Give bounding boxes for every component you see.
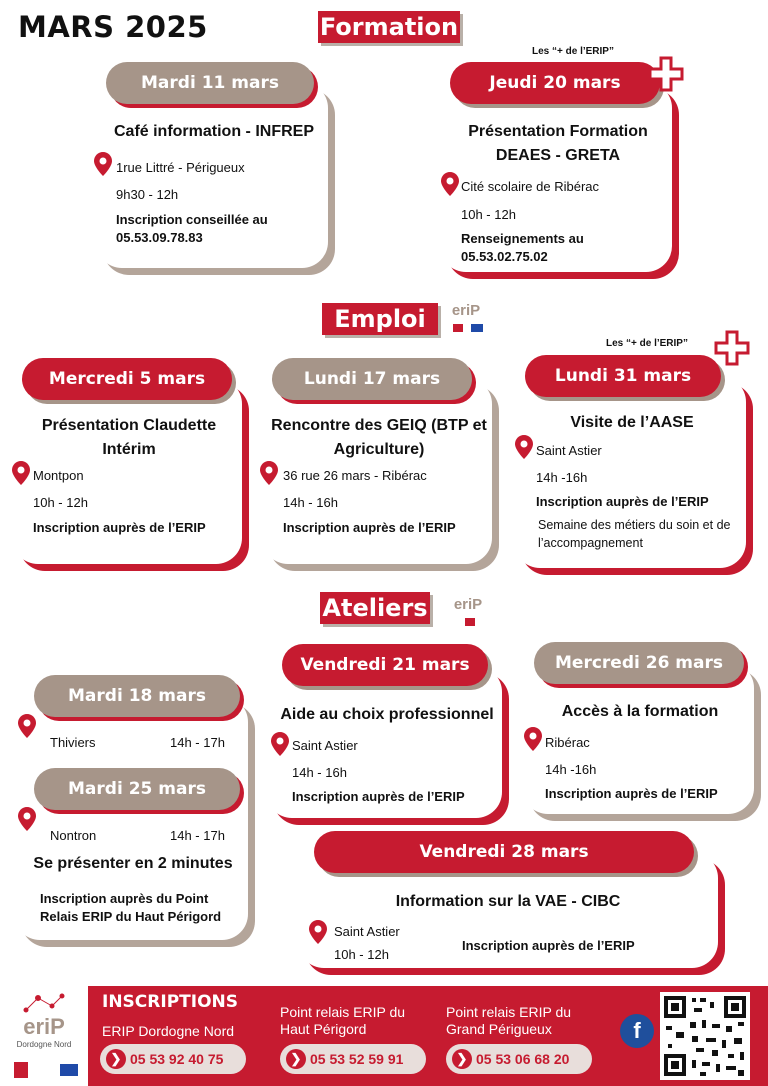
event-time: 14h - 16h bbox=[283, 495, 338, 510]
event-time: 14h - 17h bbox=[170, 828, 225, 843]
plus-icon bbox=[648, 56, 684, 92]
location-pin-icon bbox=[271, 732, 289, 756]
event-place: Saint Astier bbox=[292, 738, 358, 753]
extra-label: Les “+ de l’ERIP” bbox=[532, 46, 614, 57]
arrow-icon: ❯ bbox=[286, 1049, 306, 1069]
event-date: Vendredi 28 mars bbox=[314, 831, 694, 873]
event-date: Lundi 17 mars bbox=[272, 358, 472, 400]
event-date: Mardi 25 mars bbox=[34, 768, 240, 810]
event-date: Mercredi 26 mars bbox=[534, 642, 744, 684]
event-title: Café information - INFREP bbox=[113, 123, 314, 140]
contact-label: ERIP Dordogne Nord bbox=[102, 1023, 235, 1039]
event-place: Nontron bbox=[50, 828, 97, 843]
location-pin-icon bbox=[18, 714, 36, 738]
event-note: Inscription auprès du Point Relais ERIP du Haut Périgord bbox=[40, 891, 222, 924]
event-place: Saint Astier bbox=[334, 924, 400, 939]
phone-button[interactable] bbox=[446, 1044, 592, 1074]
event-note: Inscription conseillée au 05.53.09.78.83 bbox=[116, 212, 268, 245]
event-note: Inscription auprès de l’ERIP bbox=[536, 494, 709, 509]
erip-logo bbox=[446, 584, 490, 636]
logo-text: eriP bbox=[453, 596, 483, 613]
location-pin-icon bbox=[18, 807, 36, 831]
contact-label: Point relais ERIP du Haut Périgord bbox=[280, 1004, 406, 1037]
event-date: Mercredi 5 mars bbox=[22, 358, 232, 400]
event-title: Présentation Claudette Intérim bbox=[41, 417, 217, 458]
location-pin-icon bbox=[524, 727, 542, 751]
event-date: Vendredi 21 mars bbox=[282, 644, 488, 686]
event-note: Inscription auprès de l’ERIP bbox=[292, 789, 465, 804]
event-time: 14h - 16h bbox=[292, 765, 347, 780]
extra-label: Les “+ de l’ERIP” bbox=[606, 338, 688, 349]
phone-number: 05 53 92 40 75 bbox=[130, 1051, 224, 1067]
event-time: 14h - 17h bbox=[170, 735, 225, 750]
location-pin-icon bbox=[12, 461, 30, 485]
location-pin-icon bbox=[260, 461, 278, 485]
location-pin-icon bbox=[441, 172, 459, 196]
event-date: Mardi 18 mars bbox=[34, 675, 240, 717]
section-ateliers: Ateliers bbox=[320, 592, 430, 624]
location-pin-icon bbox=[309, 920, 327, 944]
location-pin-icon bbox=[515, 435, 533, 459]
phone-number: 05 53 52 59 91 bbox=[310, 1051, 404, 1067]
qr-code[interactable] bbox=[660, 992, 750, 1080]
erip-logo bbox=[444, 288, 488, 340]
footer-logo bbox=[0, 986, 88, 1086]
arrow-icon: ❯ bbox=[106, 1049, 126, 1069]
event-time: 14h -16h bbox=[536, 470, 588, 485]
event-time: 10h - 12h bbox=[334, 947, 389, 962]
event-title: Rencontre des GEIQ (BTP et Agriculture) bbox=[271, 417, 487, 458]
section-emploi: Emploi bbox=[322, 303, 438, 335]
event-place: Cité scolaire de Ribérac bbox=[461, 179, 600, 194]
event-title: Accès à la formation bbox=[561, 703, 719, 720]
event-title: Visite de l’AASE bbox=[570, 414, 694, 431]
phone-button[interactable] bbox=[280, 1044, 426, 1074]
event-extra: Semaine des métiers du soin et de l’accompagnement bbox=[538, 518, 731, 550]
event-title: Aide au choix professionnel bbox=[280, 706, 494, 723]
event-note: Inscription auprès de l’ERIP bbox=[545, 786, 718, 801]
event-note: Inscription auprès de l’ERIP bbox=[33, 520, 206, 535]
phone-number: 05 53 06 68 20 bbox=[476, 1051, 570, 1067]
location-pin-icon bbox=[94, 152, 112, 176]
event-note: Renseignements au 05.53.02.75.02 bbox=[461, 231, 584, 264]
plus-icon bbox=[714, 330, 750, 366]
event-note: Inscription auprès de l’ERIP bbox=[462, 938, 635, 953]
event-title: Présentation Formation DEAES - GRETA bbox=[468, 123, 648, 164]
page-title: MARS 2025 bbox=[18, 10, 208, 44]
footer-logo-text: eriP bbox=[23, 1014, 65, 1039]
event-place: 1rue Littré - Périgueux bbox=[116, 160, 245, 175]
arrow-icon: ❯ bbox=[452, 1049, 472, 1069]
footer bbox=[0, 986, 768, 1086]
event-title: Se présenter en 2 minutes bbox=[33, 855, 233, 872]
event-place: Saint Astier bbox=[536, 443, 602, 458]
event-place: 36 rue 26 mars - Ribérac bbox=[283, 468, 427, 483]
phone-button[interactable] bbox=[100, 1044, 246, 1074]
event-place: Montpon bbox=[33, 468, 84, 483]
event-time: 10h - 12h bbox=[461, 207, 516, 222]
event-date: Lundi 31 mars bbox=[525, 355, 721, 397]
footer-logo-sub: Dordogne Nord bbox=[16, 1040, 72, 1049]
inscriptions-heading: INSCRIPTIONS bbox=[102, 992, 238, 1012]
logo-text: eriP bbox=[451, 302, 481, 319]
section-formation: Formation bbox=[319, 13, 459, 41]
event-time: 9h30 - 12h bbox=[116, 187, 179, 202]
event-time: 14h -16h bbox=[545, 762, 597, 777]
facebook-icon[interactable]: f bbox=[620, 1014, 654, 1048]
network-icon bbox=[22, 992, 66, 1014]
event-place: Thiviers bbox=[50, 735, 96, 750]
event-date: Mardi 11 mars bbox=[106, 62, 314, 104]
contact-label: Point relais ERIP du Grand Périgueux bbox=[446, 1004, 572, 1037]
event-title: Information sur la VAE - CIBC bbox=[395, 893, 621, 910]
event-note: Inscription auprès de l’ERIP bbox=[283, 520, 456, 535]
event-place: Ribérac bbox=[545, 735, 590, 750]
event-time: 10h - 12h bbox=[33, 495, 88, 510]
event-date: Jeudi 20 mars bbox=[450, 62, 660, 104]
